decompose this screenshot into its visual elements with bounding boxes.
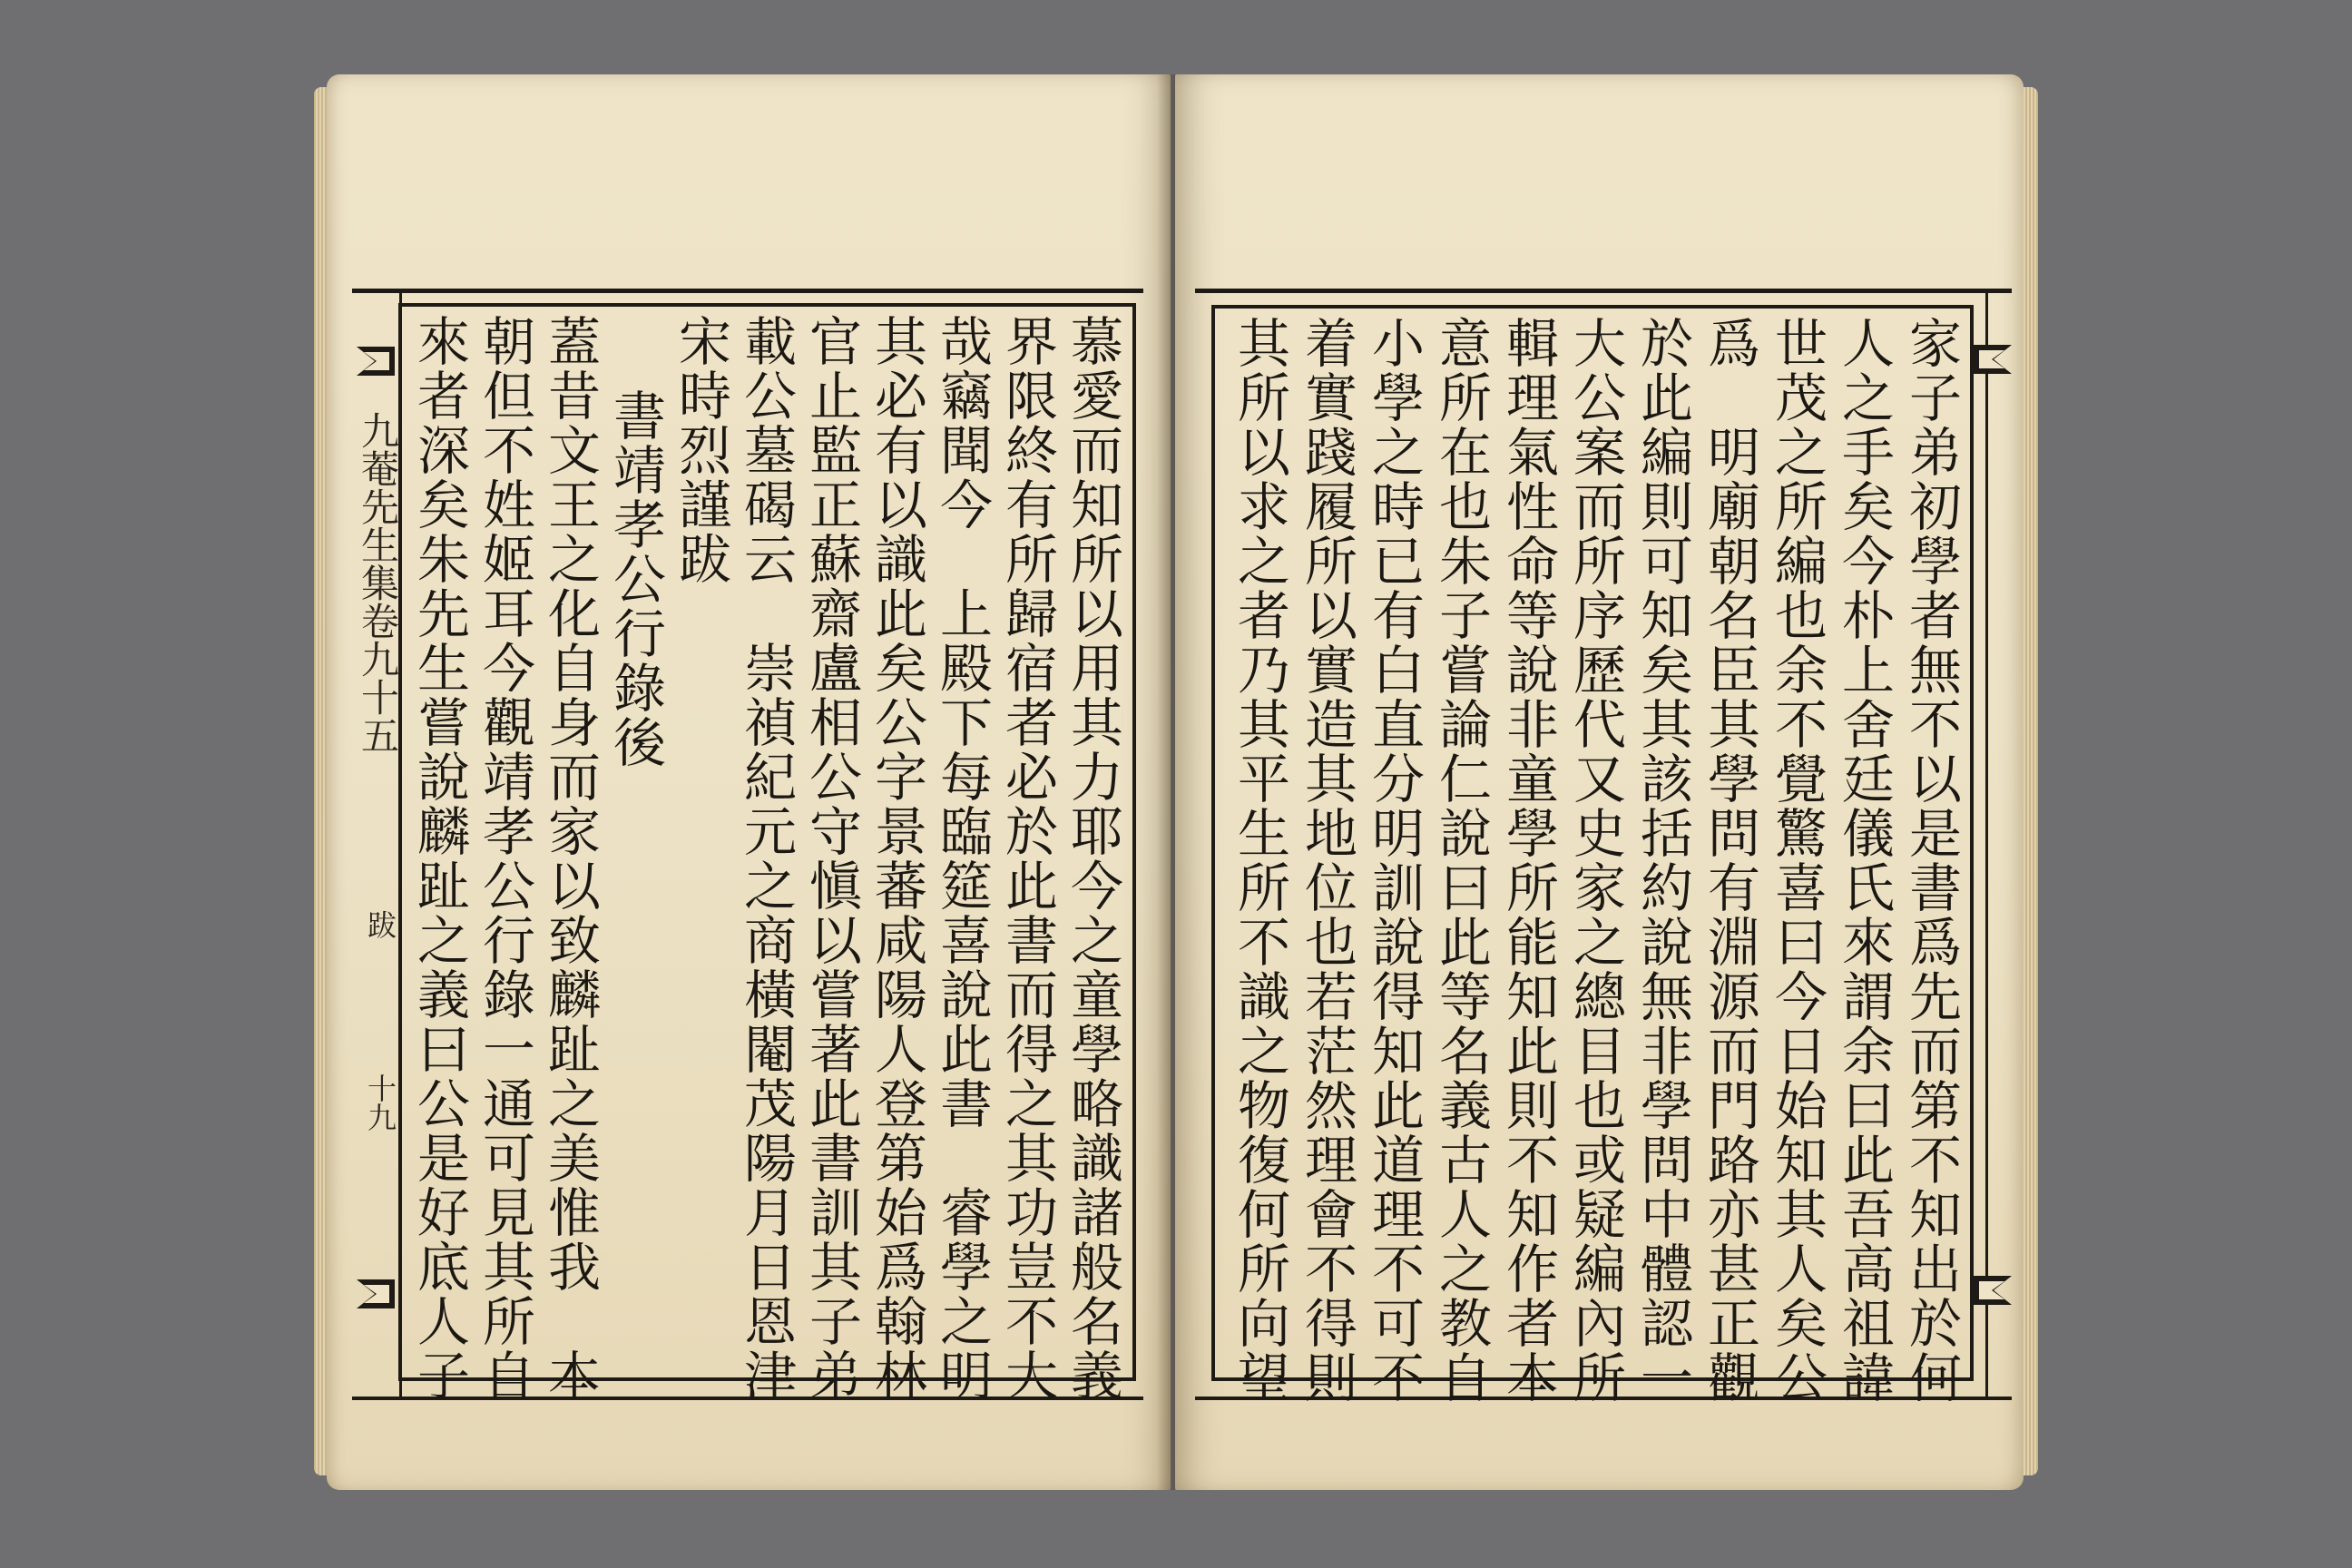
text-column: 意所在也朱子嘗論仁說曰此等名義古人之教自 [1430,316,1492,1405]
text-column: 爲 明廟朝名臣其學問有淵源而門路亦甚正觀 [1699,316,1760,1405]
text-column: 宋時烈謹跋 [670,314,731,586]
fishtail-mark-icon [1970,1269,2015,1311]
text-column: 世茂之所編也余不覺驚喜曰今日始知其人矣公 [1766,316,1828,1405]
text-column: 界限終有所歸宿者必於此書而得之其功豈不大 [996,314,1058,1403]
text-column: 小學之時已有白直分明訓說得知此道理不可不 [1363,316,1425,1405]
margin-section-label: 跋 [363,910,397,939]
text-column: 着實踐履所以實造其地位也若茫然理會不得則 [1296,316,1357,1405]
fishtail-mark-icon [1970,338,2015,380]
text-column: 其必有以識此矣公字景蕃咸陽人登第始爲翰林 [866,314,927,1403]
right-page [1175,74,2024,1490]
text-column: 人之手矣今朴上舍廷儀氏來謂余曰此吾高祖諱 [1833,316,1895,1405]
text-column: 來者深矣朱先生嘗說麟趾之義曰公是好底人子 [408,314,470,1403]
text-column: 大公案而所序歷代又史家之總目也或疑編內所 [1564,316,1626,1405]
open-book [327,74,2024,1490]
left-frame [352,289,1143,1403]
text-column: 哉竊聞今 上殿下每臨筵喜說此書 睿學之明 [931,314,993,1403]
left-text-frame [398,303,1136,1403]
text-column: 官止監正蘇齋盧相公守愼以嘗著此書訓其子弟 [800,314,862,1403]
margin-title: 九菴先生集卷九十五 [356,411,400,754]
right-frame [1195,289,2012,1405]
text-column: 慕愛而知所以用其力耶今之童學略識諸般名義 [1062,314,1123,1403]
left-page [327,74,1171,1490]
text-column: 輯理氣性命等說非童學所能知此則不知作者本 [1497,316,1559,1405]
section-heading: 書靖孝公行錄後 [604,388,666,769]
text-column: 於此編則可知矣其該括約說無非學問中體認一 [1632,316,1693,1405]
margin-page-number: 十九 [363,1073,397,1132]
text-column: 家子弟初學者無不以是書爲先而第不知出於何 [1900,316,1962,1405]
fishtail-mark-icon [353,340,398,382]
text-column: 其所以求之者乃其平生所不識之物復何所向望 [1229,316,1290,1405]
text-column: 朝但不姓姬耳今觀靖孝公行錄一通可見其所自 [474,314,535,1403]
center-margin-strip [352,293,402,1396]
fishtail-mark-icon [353,1273,398,1315]
text-column: 載公墓碣云 崇禎紀元之商橫閹茂陽月日恩津 [735,314,797,1403]
right-text-frame [1211,305,1974,1405]
text-column: 蓋昔文王之化自身而家以致麟趾之美惟我 本 [539,314,601,1403]
right-margin-strip [1985,293,2012,1396]
